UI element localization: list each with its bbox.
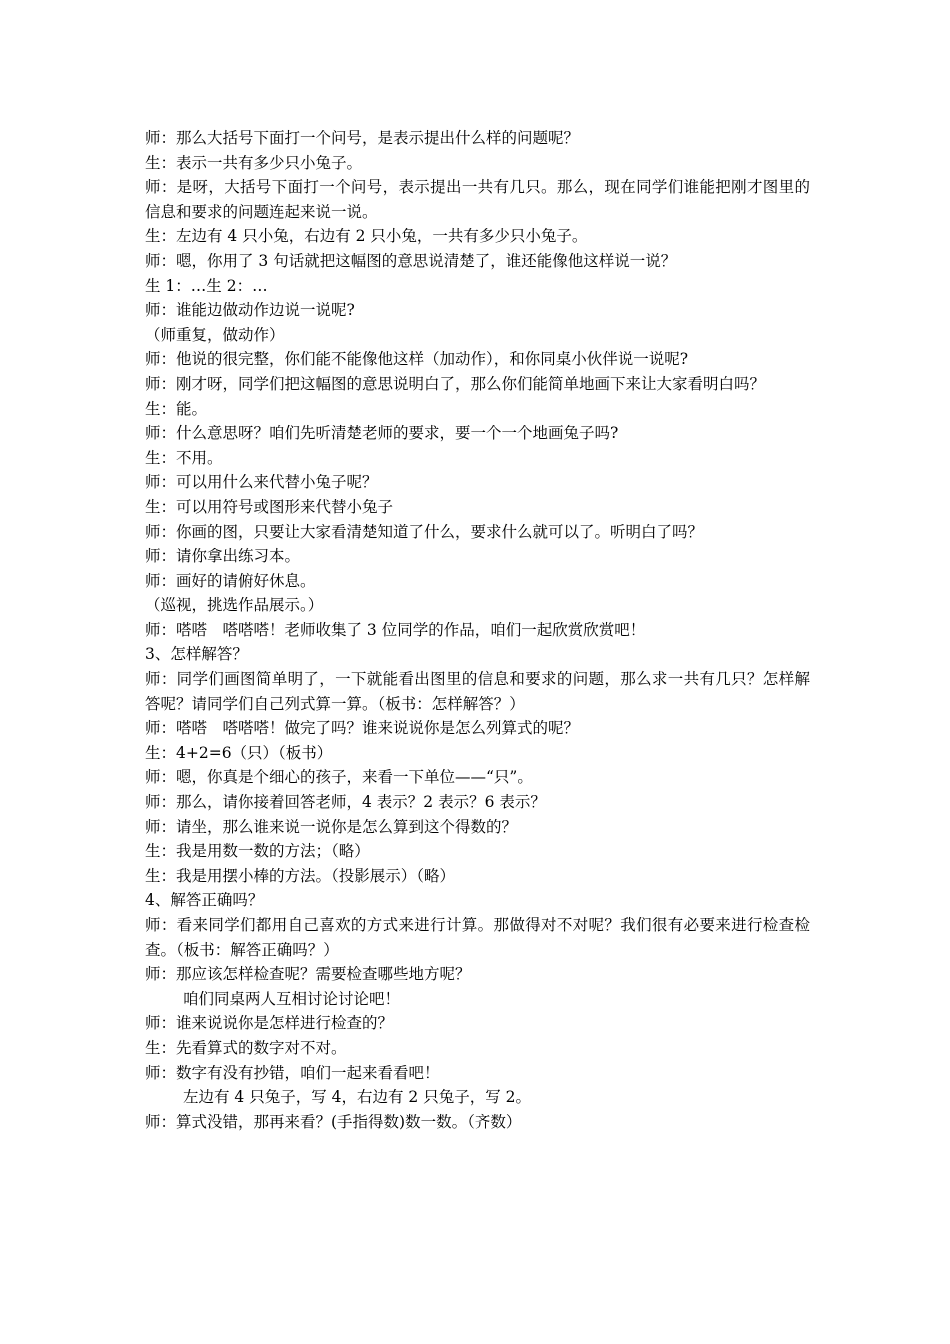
text-line: 师：那么，请你接着回答老师，4 表示？2 表示？6 表示？: [145, 793, 546, 812]
text-line: 4、解答正确吗？: [145, 891, 264, 910]
text-line: 左边有 4 只兔子，写 4，右边有 2 只兔子，写 2。: [183, 1088, 532, 1107]
text-line: 生：表示一共有多少只小兔子。: [145, 153, 363, 172]
text-line: 生：可以用符号或图形来代替小兔子: [145, 497, 394, 516]
text-line: 师：看来同学们都用自己喜欢的方式来进行计算。那做得对不对呢？我们很有必要来进行检查检查。（板书：解答正确吗？）: [145, 916, 810, 959]
text-line: 生：能。: [145, 399, 208, 418]
text-line: 师：数字有没有抄错，咱们一起来看看吧！: [145, 1063, 440, 1082]
text-line: 生：不用。: [145, 448, 223, 467]
text-line: 生：先看算式的数字对不对。: [145, 1038, 347, 1057]
text-line: 师：算式没错，那再来看？(手指得数)数一数。（齐数）: [145, 1112, 522, 1131]
text-line: 3、怎样解答？: [145, 645, 248, 664]
text-line: 生：我是用摆小棒的方法。（投影展示）（略）: [145, 866, 456, 885]
text-line: 师：嗒嗒 嗒嗒嗒！做完了吗？谁来说说你是怎么列算式的呢？: [145, 719, 580, 738]
document-body: [145, 126, 810, 1134]
text-line: 师：那么大括号下面打一个问号，是表示提出什么样的问题呢？: [145, 129, 580, 147]
text-line: 师：那应该怎样检查呢？需要检查哪些地方呢？: [145, 965, 471, 984]
text-line: 师：刚才呀，同学们把这幅图的意思说明白了，那么你们能简单地画下来让大家看明白吗？: [145, 374, 766, 393]
text-line: 师：什么意思呀？咱们先听清楚老师的要求，要一个一个地画兔子吗?: [145, 424, 619, 443]
text-line: 师：同学们画图简单明了，一下就能看出图里的信息和要求的问题，那么求一共有几只？怎样解答呢？请同学们自己列式算一算。（板书：怎样解答？）: [145, 670, 810, 713]
text-line: 生：左边有 4 只小兔，右边有 2 只小兔，一共有多少只小兔子。: [145, 227, 588, 246]
text-line: 生：4+2=6（只）（板书）: [145, 743, 333, 762]
text-line: 生 1：…生 2：…: [145, 276, 268, 295]
text-line: 师：是呀，大括号下面打一个问号，表示提出一共有几只。那么，现在同学们谁能把刚才图里的信息和要求的问题连起来说一说。: [145, 178, 810, 221]
text-line: 咱们同桌两人互相讨论讨论吧！: [183, 989, 401, 1008]
text-line: 师：嗯，你真是个细心的孩子，来看一下单位——“只”。: [145, 768, 533, 787]
text-line: 师：可以用什么来代替小兔子呢？: [145, 473, 378, 492]
text-line: 师：嗒嗒 嗒嗒嗒！老师收集了 3 位同学的作品，咱们一起欣赏欣赏吧！: [145, 620, 646, 639]
text-line: （师重复，做动作）: [145, 325, 285, 344]
text-line: （巡视，挑选作品展示。）: [145, 596, 324, 615]
text-line: 师：谁来说说你是怎样进行检查的？: [145, 1014, 394, 1033]
text-line: 师：你画的图，只要让大家看清楚知道了什么，要求什么就可以了。听明白了吗？: [145, 522, 704, 541]
text-line: 师：请你拿出练习本。: [145, 547, 301, 566]
text-line: 师：画好的请俯好休息。: [145, 571, 316, 590]
text-line: 生：我是用数一数的方法；（略）: [145, 842, 370, 861]
text-line: 师：谁能边做动作边说一说呢?: [145, 301, 355, 320]
text-line: 师：请坐，那么谁来说一说你是怎么算到这个得数的？: [145, 817, 518, 836]
text-line: 师：嗯，你用了 3 句话就把这幅图的意思说清楚了，谁还能像他这样说一说？: [145, 251, 677, 270]
text-line: 师：他说的很完整，你们能不能像他这样（加动作），和你同桌小伙伴说一说呢?: [145, 350, 689, 369]
